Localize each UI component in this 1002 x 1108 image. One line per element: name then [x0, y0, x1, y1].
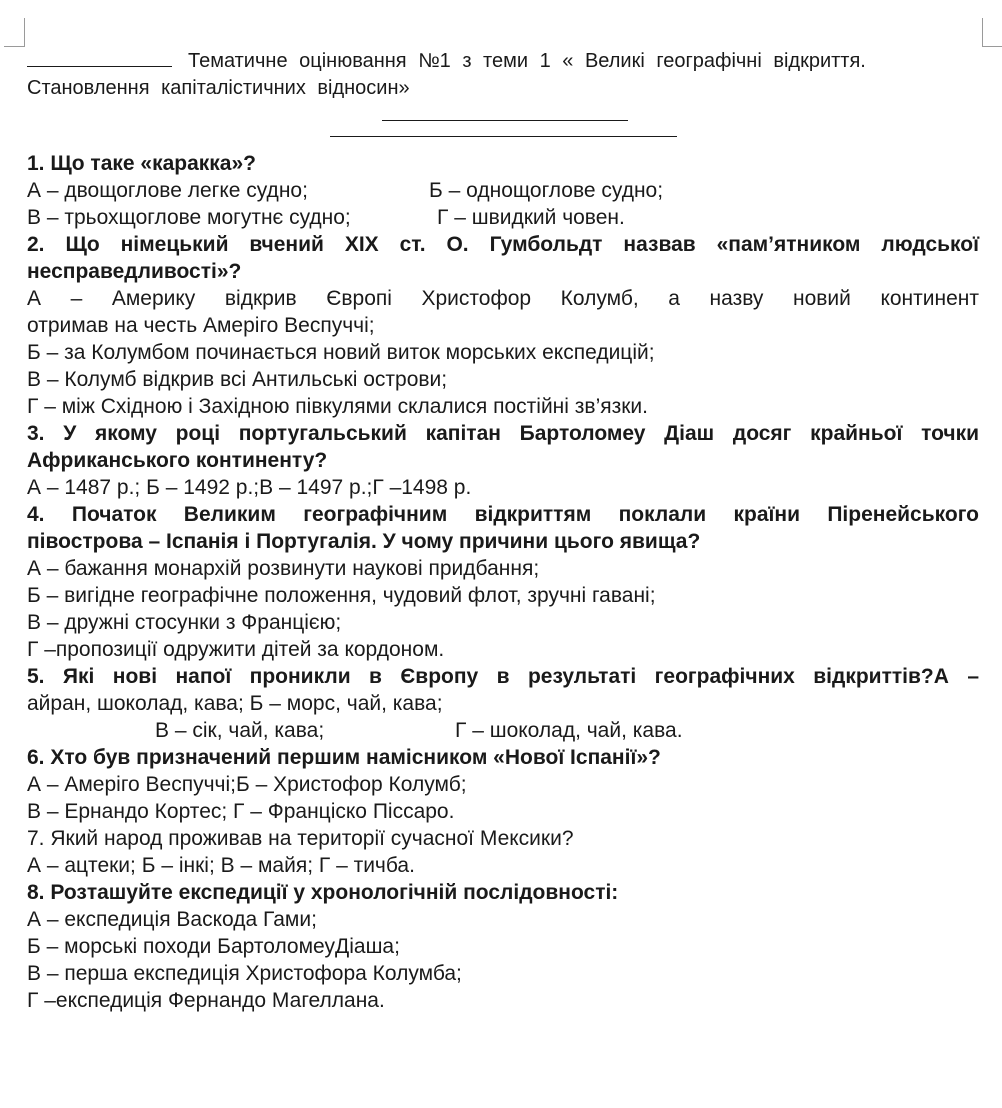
answer-option-b: Б – морські походи БартоломеуДіаша;: [27, 935, 400, 958]
question-4-line-1: 4. Початок Великим географічним відкриттям поклали країни Піренейського: [27, 503, 979, 526]
answer-option-b: Б – вигідне географічне положення, чудовий флот, зручні гавані;: [27, 584, 656, 607]
blank-field[interactable]: [330, 122, 677, 137]
answer-option-a: А – експедиція Васкода Гами;: [27, 908, 317, 931]
document-body: [27, 48, 979, 1014]
question-1: 1. Що таке «каракка»?: [27, 152, 256, 175]
answer-options-cd: В – Ернандо Кортес; Г – Франціско Піссаро.: [27, 800, 455, 823]
question-8: 8. Розташуйте експедиції у хронологічній послідовності:: [27, 881, 619, 904]
blank-field[interactable]: [27, 52, 172, 67]
answer-option-d: Г – шоколад, чай, кава.: [455, 719, 683, 742]
question-2-line-2: несправедливості»?: [27, 260, 242, 283]
answer-option-d: Г – між Східною і Західною півкулями склалися постійні зв’язки.: [27, 395, 648, 418]
answer-option-a-cont: отримав на честь Амеріго Веспуччі;: [27, 314, 375, 337]
answer-option-c: В – трьохщоглове могутнє судно;: [27, 206, 351, 229]
question-7: 7. Який народ проживав на території сучасної Мексики?: [27, 827, 574, 850]
answer-option-a: А – бажання монархій розвинути наукові придбання;: [27, 557, 540, 580]
answer-row: [27, 717, 979, 744]
answer-options-ab: айран, шоколад, кава; Б – морс, чай, кава;: [27, 692, 443, 715]
title-line-1: [27, 48, 979, 75]
question-3-line-2: Африканського континенту?: [27, 449, 328, 472]
answer-option-c: В – Колумб відкрив всі Антильські острови;: [27, 368, 448, 391]
answer-option-b: Б – за Колумбом починається новий виток морських експедицій;: [27, 341, 655, 364]
answer-option-d: Г – швидкий човен.: [437, 206, 625, 229]
answer-option-c: В – сік, чай, кава;: [155, 719, 325, 742]
answer-option-a: А – двощоглове легке судно;: [27, 179, 308, 202]
question-3-line-1: 3. У якому році португальський капітан Бартоломеу Діаш досяг крайньої точки: [27, 422, 979, 445]
blank-field[interactable]: [382, 106, 628, 121]
answer-option-d: Г –експедиція Фернандо Магеллана.: [27, 989, 385, 1012]
answer-option-b: Б – однощоглове судно;: [429, 179, 664, 202]
answer-option-d: Г –пропозиції одружити дітей за кордоном.: [27, 638, 445, 661]
question-4-line-2: півострова – Іспанія і Португалія. У чому причини цього явища?: [27, 530, 701, 553]
answer-option-a: А – Америку відкрив Європі Христофор Колумб, а назву новий континент: [27, 287, 979, 310]
question-5: 5. Які нові напої проникли в Європу в результаті географічних відкриттів?А –: [27, 665, 979, 688]
answer-row: [27, 204, 979, 231]
answer-row: [27, 177, 979, 204]
question-2-line-1: 2. Що німецький вчений XIX ст. О. Гумбольдт назвав «пам’ятником людської: [27, 233, 979, 256]
question-6: 6. Хто був призначений першим намісником «Нової Іспанії»?: [27, 746, 661, 769]
answer-options-ab: А – Амеріго Веспуччі;Б – Христофор Колумб;: [27, 773, 467, 796]
answer-options: А – ацтеки; Б – інкі; В – майя; Г – тичба.: [27, 854, 415, 877]
title-line-2: Становлення капіталістичних відносин»: [27, 77, 410, 99]
answer-option-c: В – дружні стосунки з Францією;: [27, 611, 342, 634]
page-corner-mark-right: [982, 18, 1002, 47]
title-text: Тематичне оцінювання №1 з теми 1 « Великі географічні відкриття.: [188, 50, 866, 72]
page-corner-mark-left: [4, 18, 25, 47]
answer-options: А – 1487 р.; Б – 1492 р.;В – 1497 р.;Г –1498 р.: [27, 476, 472, 499]
answer-option-c: В – перша експедиція Христофора Колумба;: [27, 962, 462, 985]
